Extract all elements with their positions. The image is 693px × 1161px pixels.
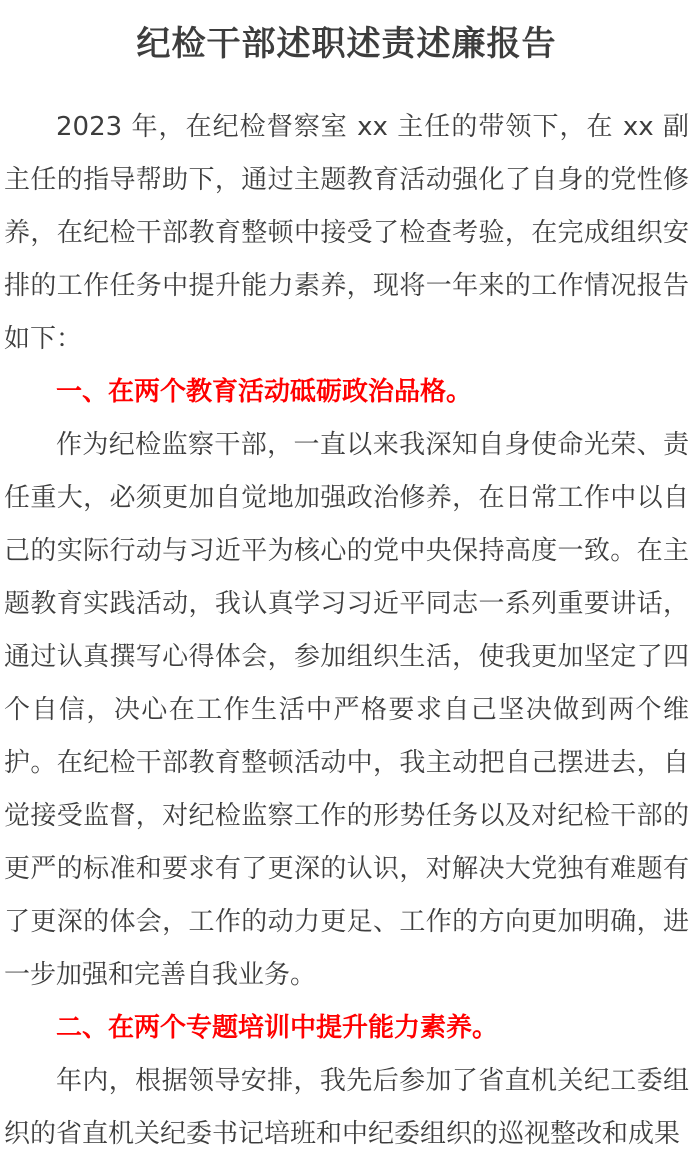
body-paragraph: 作为纪检监察干部，一直以来我深知自身使命光荣、责任重大，必须更加自觉地加强政治修养，在日常工作中以自己的实际行动与习近平为核心的党中央保持高度一致。在主题教育实践活动，我认真学习习近平同志一系列重要讲话，通过认真撰写心得体会，参加组织生活，使我更加坚定了四个自信，决心在工作生活中严格要求自己坚决做到两个维护。在纪检干部教育整顿活动中，我主动把自己摆进去，自觉接受监督，对纪检监察工作的形势任务以及对纪检干部的更严的标准和要求有了更深的认识，对解决大党独有难题有了更深的体会，工作的动力更足、工作的方向更加明确，进一步加强和完善自我业务。 xyxy=(4,430,689,991)
section-heading: 二、在两个专题培训中提升能力素养。 xyxy=(56,1013,499,1044)
body-paragraph: 2023 年，在纪检督察室 xx 主任的带领下，在 xx 副主任的指导帮助下，通过主题教育活动强化了自身的党性修养，在纪检干部教育整顿中接受了检查考验，在完成组织安排的工作任务中提升能力素养，现将一年来的工作情况报告如下： xyxy=(4,112,689,355)
body-paragraph: 年内，根据领导安排，我先后参加了省直机关纪工委组织的省直机关纪委书记培班和中纪委组织的巡视整改和成果 xyxy=(4,1066,689,1150)
paragraph-list xyxy=(4,101,689,1161)
section-heading: 一、在两个教育活动砥砺政治品格。 xyxy=(56,377,473,408)
page-title: 纪检干部述职述责述廉报告 xyxy=(136,24,557,64)
